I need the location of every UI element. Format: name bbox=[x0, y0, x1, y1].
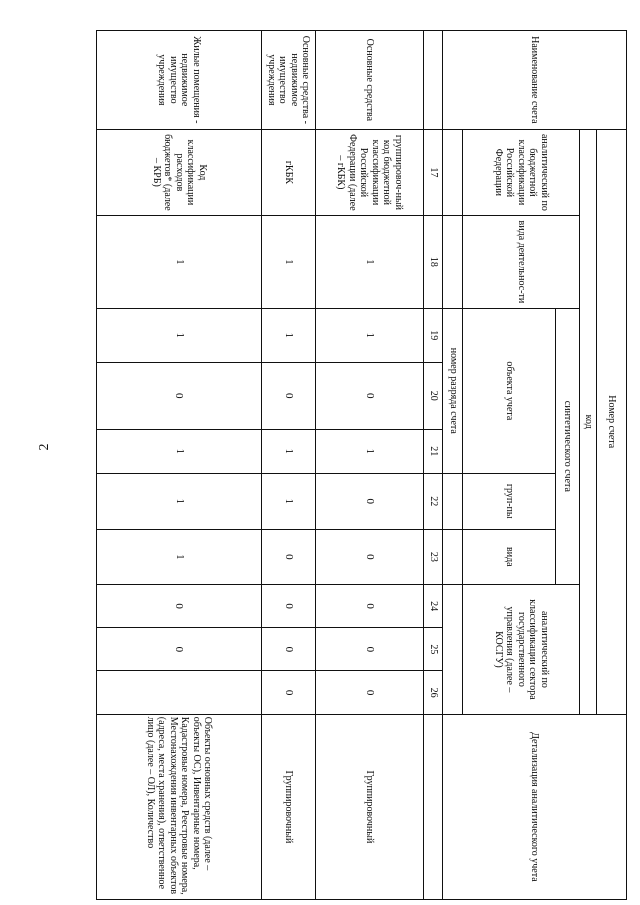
header-detail: Детализация аналитического учета bbox=[443, 714, 627, 899]
row-code: Код классификации расходов бюджетов* (далее – КРБ) bbox=[97, 129, 262, 215]
row-value-19: 1 bbox=[97, 308, 262, 362]
row-code: группировоч-ный код бюджетной классификации Российской Федерации (далее – гКБК) bbox=[315, 129, 423, 215]
digit-23: 23 bbox=[423, 529, 443, 585]
header-digit-number: номер разряда счета bbox=[443, 308, 463, 473]
accounts-table bbox=[96, 30, 627, 900]
row-value-18: 1 bbox=[97, 216, 262, 309]
row-value-25: 0 bbox=[315, 628, 423, 671]
digit-21: 21 bbox=[423, 429, 443, 473]
digit-17: 17 bbox=[423, 129, 443, 215]
row-value-21: 1 bbox=[97, 429, 262, 473]
digit-20: 20 bbox=[423, 362, 443, 429]
row-detail: Объекты основных средств (далее – объекты ОС), Инвентарные номера, Кадастровые номера, Реестровые номера, Местонахождения инвентарных объектов (адреса, места хранения), ответственное лицо (далее – ОЛ), Количество bbox=[97, 714, 262, 899]
row-value-23: 0 bbox=[315, 529, 423, 585]
header-blank-23 bbox=[443, 529, 463, 585]
header-blank-22 bbox=[443, 474, 463, 530]
row-value-21: 1 bbox=[262, 429, 316, 473]
digit-18: 18 bbox=[423, 216, 443, 309]
row-value-18: 1 bbox=[315, 216, 423, 309]
row-name: Основные средства bbox=[315, 31, 423, 130]
row-value-23: 0 bbox=[262, 529, 316, 585]
row-value-25: 0 bbox=[262, 628, 316, 671]
digit-25: 25 bbox=[423, 628, 443, 671]
header-blank-17 bbox=[443, 129, 463, 215]
header-analytic-kbk: аналитический по бюджетной классификации Российской Федерации bbox=[463, 129, 580, 215]
header-group: груп-пы bbox=[463, 474, 555, 530]
header-activity: вида деятельнос-ти bbox=[463, 216, 580, 309]
row-value-24: 0 bbox=[262, 585, 316, 628]
digit-blank-detail bbox=[423, 714, 443, 899]
digit-blank bbox=[423, 31, 443, 130]
row-value-21: 1 bbox=[315, 429, 423, 473]
row-value-20: 0 bbox=[262, 362, 316, 429]
row-value-22: 0 bbox=[315, 474, 423, 530]
header-synthetic: синтетического счета bbox=[555, 308, 579, 584]
header-blank-kosgu bbox=[443, 585, 463, 715]
row-value-25: 0 bbox=[97, 628, 262, 671]
digit-26: 26 bbox=[423, 671, 443, 714]
row-value-19: 1 bbox=[315, 308, 423, 362]
row-value-24: 0 bbox=[315, 585, 423, 628]
row-value-23: 1 bbox=[97, 529, 262, 585]
row-value-20: 0 bbox=[315, 362, 423, 429]
digit-19: 19 bbox=[423, 308, 443, 362]
row-value-22: 1 bbox=[97, 474, 262, 530]
row-value-19: 1 bbox=[262, 308, 316, 362]
row-value-18: 1 bbox=[262, 216, 316, 309]
header-account-name: Наименование счета bbox=[443, 31, 627, 130]
digit-22: 22 bbox=[423, 474, 443, 530]
header-object: объекта учета bbox=[463, 308, 555, 473]
row-name: Жилые помещения - недвижимое имущество учреждения bbox=[97, 31, 262, 130]
table-row bbox=[315, 31, 423, 900]
row-value-22: 1 bbox=[262, 474, 316, 530]
header-account-number: Номер счета bbox=[597, 129, 627, 714]
row-value-26 bbox=[97, 671, 262, 714]
header-code: код bbox=[579, 129, 597, 714]
table-row bbox=[262, 31, 316, 900]
table-row bbox=[97, 31, 262, 900]
row-name: Основные средства - недвижимое имущество учреждения bbox=[262, 31, 316, 130]
row-value-26: 0 bbox=[315, 671, 423, 714]
page-number: 2 bbox=[37, 443, 52, 451]
header-kind: вида bbox=[463, 529, 555, 585]
row-value-20: 0 bbox=[97, 362, 262, 429]
row-value-24: 0 bbox=[97, 585, 262, 628]
row-detail: Группировочный bbox=[262, 714, 316, 899]
row-code: гКБК bbox=[262, 129, 316, 215]
row-detail: Группировочный bbox=[315, 714, 423, 899]
header-kosgu: аналитический по классификации сектора государственного управления (далее – КОСГУ) bbox=[463, 585, 580, 715]
digit-24: 24 bbox=[423, 585, 443, 628]
row-value-26: 0 bbox=[262, 671, 316, 714]
rotated-table-container bbox=[96, 30, 627, 900]
header-blank-18 bbox=[443, 216, 463, 309]
